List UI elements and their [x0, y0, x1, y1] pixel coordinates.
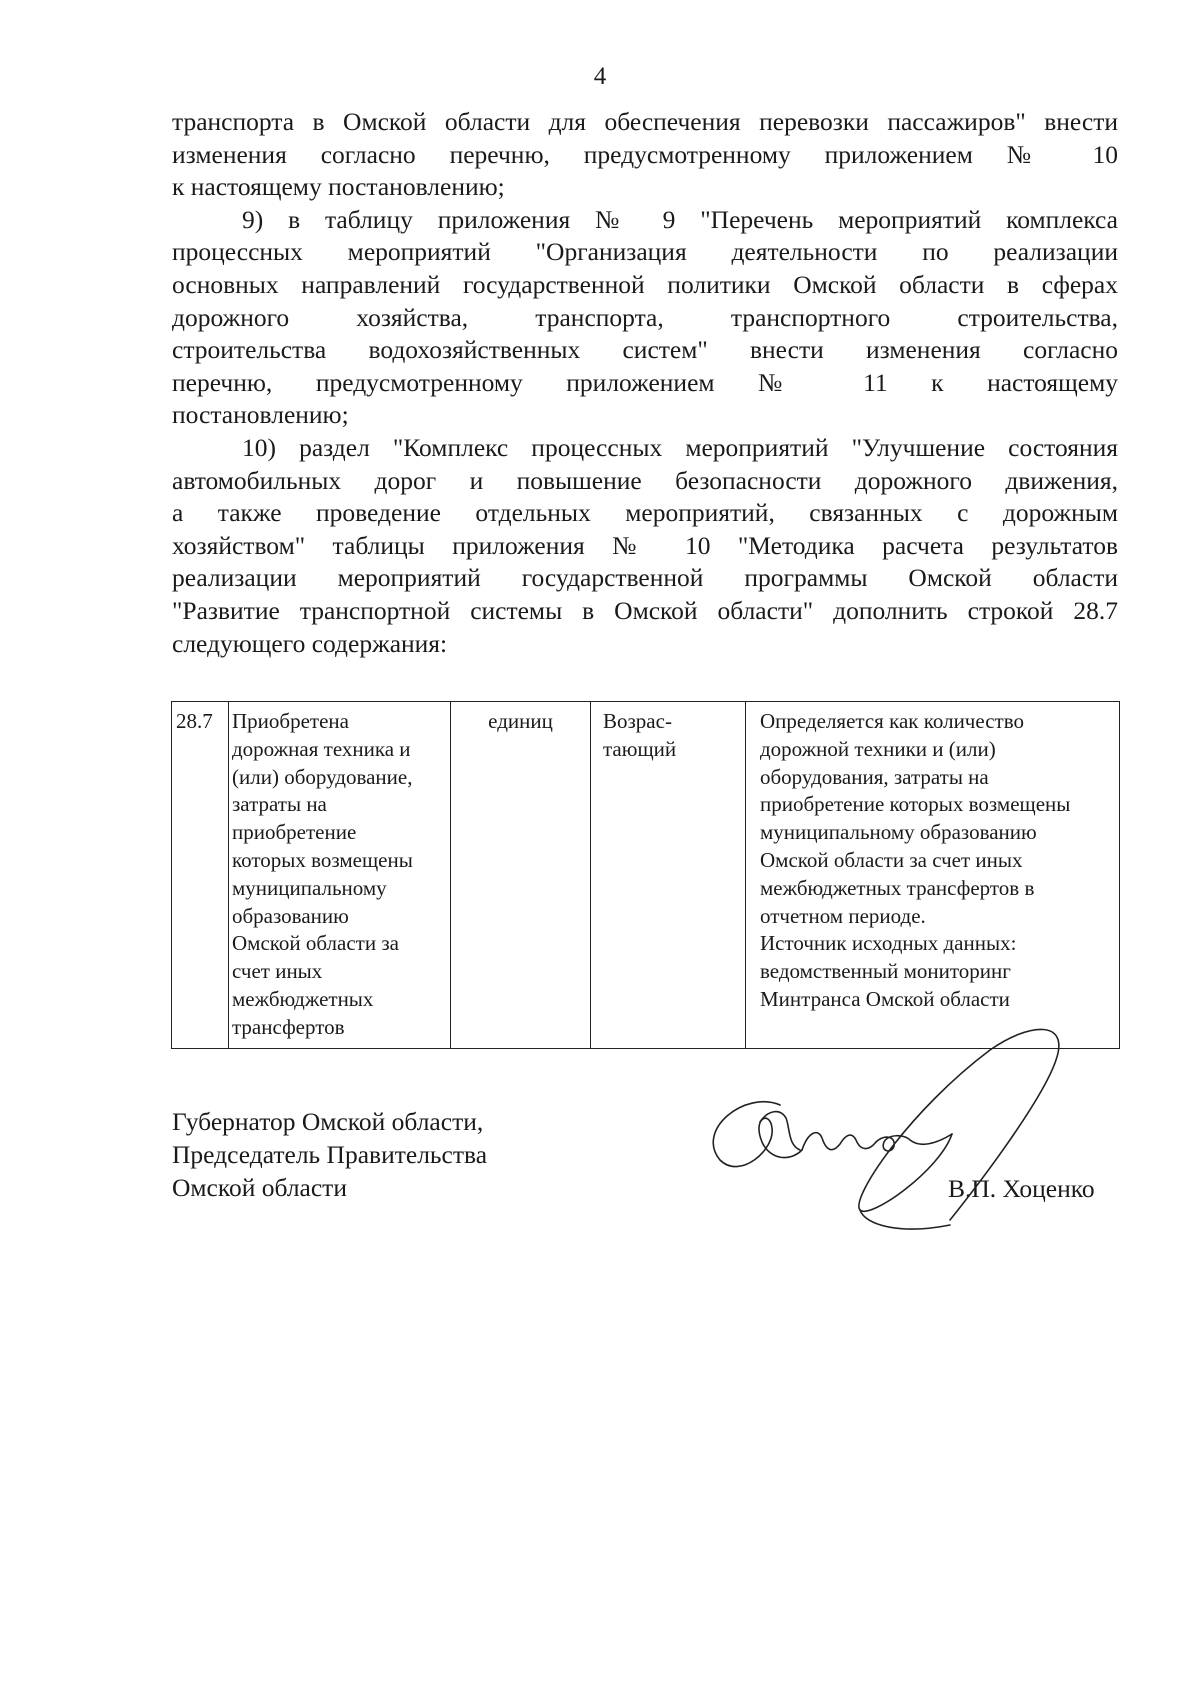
method-cell	[746, 702, 1120, 1049]
result-name-cell	[229, 702, 451, 1049]
paragraph-item-10	[172, 432, 1118, 660]
paragraph-item-9	[172, 204, 1118, 432]
cell-line: (или) оборудование,	[232, 764, 413, 789]
unit-cell	[451, 702, 591, 1049]
signatory-title	[172, 1105, 487, 1204]
text-line: строительства водохозяйственных систем" внести изменения согласно	[172, 335, 1118, 365]
signatory-title-line: Председатель Правительства	[172, 1140, 488, 1169]
signatory-title-line: Губернатор Омской области,	[172, 1107, 484, 1136]
methodology-table	[171, 701, 1120, 1049]
text-line: 9) в таблицу приложения № 9 "Перечень мероприятий комплекса	[242, 204, 1118, 234]
cell-line: Минтранса Омской области	[760, 986, 1010, 1011]
text-line: перечню, предусмотренному приложением № 11 к настоящему	[172, 367, 1118, 397]
text-line: хозяйством" таблицы приложения № 10 "Методика расчета результатов	[172, 530, 1118, 560]
cell-line: межбюджетных трансфертов в	[760, 875, 1035, 900]
text-line: а также проведение отдельных мероприятий, связанных с дорожным	[172, 498, 1118, 528]
direction-cell	[591, 702, 746, 1049]
handwritten-signature	[690, 1010, 1090, 1250]
text-line: основных направлений государственной политики Омской области в сферах	[172, 269, 1118, 299]
page-number: 4	[593, 63, 607, 90]
text-line: 10) раздел "Комплекс процессных мероприятий "Улучшение состояния	[242, 432, 1118, 462]
cell-line: затраты на	[232, 792, 327, 817]
body-text	[172, 106, 1118, 660]
cell-line: дорожная техника и	[232, 736, 411, 761]
signatory-title-line: Омской области	[172, 1173, 347, 1202]
cell-line: дорожной техники и (или)	[760, 736, 996, 761]
cell-line: Определяется как количество	[760, 709, 1024, 733]
text-line: изменения согласно перечню, предусмотренному приложением № 10	[172, 139, 1118, 169]
paragraph-continuation	[172, 106, 1118, 204]
cell-line: трансфертов	[232, 1014, 345, 1039]
text-line: реализации мероприятий государственной программы Омской области	[172, 563, 1118, 593]
cell-line: которых возмещены	[232, 847, 413, 872]
unit-value: единиц	[488, 709, 553, 733]
cell-line: оборудования, затраты на	[760, 764, 989, 789]
text-line: дорожного хозяйства, транспорта, транспортного строительства,	[172, 302, 1118, 332]
row-number-cell	[172, 702, 229, 1049]
text-line: постановлению;	[172, 400, 349, 430]
cell-line: муниципальному	[232, 875, 387, 900]
cell-line: отчетном периоде.	[760, 903, 926, 928]
cell-line: Омской области за	[232, 931, 399, 956]
cell-line: приобретение которых возмещены	[760, 792, 1071, 817]
table-row	[172, 702, 1120, 1049]
cell-line: счет иных	[232, 959, 323, 984]
text-line: "Развитие транспортной системы в Омской области" дополнить строкой 28.7	[172, 595, 1118, 625]
cell-line: образованию	[232, 903, 349, 928]
cell-line: Омской области за счет иных	[760, 847, 1023, 872]
cell-line: муниципальному образованию	[760, 820, 1037, 845]
text-line: следующего содержания:	[172, 628, 448, 658]
cell-line: Возрас-	[603, 709, 672, 733]
text-line: процессных мероприятий "Организация деятельности по реализации	[172, 237, 1118, 267]
cell-line: Приобретена	[232, 709, 349, 733]
row-number: 28.7	[176, 709, 213, 733]
text-line: к настоящему постановлению;	[172, 172, 505, 202]
text-line: автомобильных дорог и повышение безопасности дорожного движения,	[172, 465, 1118, 495]
cell-line: Источник исходных данных:	[760, 931, 1017, 956]
signatory-name: В.П. Хоценко	[948, 1174, 1095, 1203]
cell-line: ведомственный мониторинг	[760, 959, 1011, 984]
cell-line: межбюджетных	[232, 986, 374, 1011]
text-line: транспорта в Омской области для обеспечения перевозки пассажиров" внести	[172, 107, 1118, 136]
cell-line: тающий	[603, 736, 677, 761]
cell-line: приобретение	[232, 820, 357, 845]
